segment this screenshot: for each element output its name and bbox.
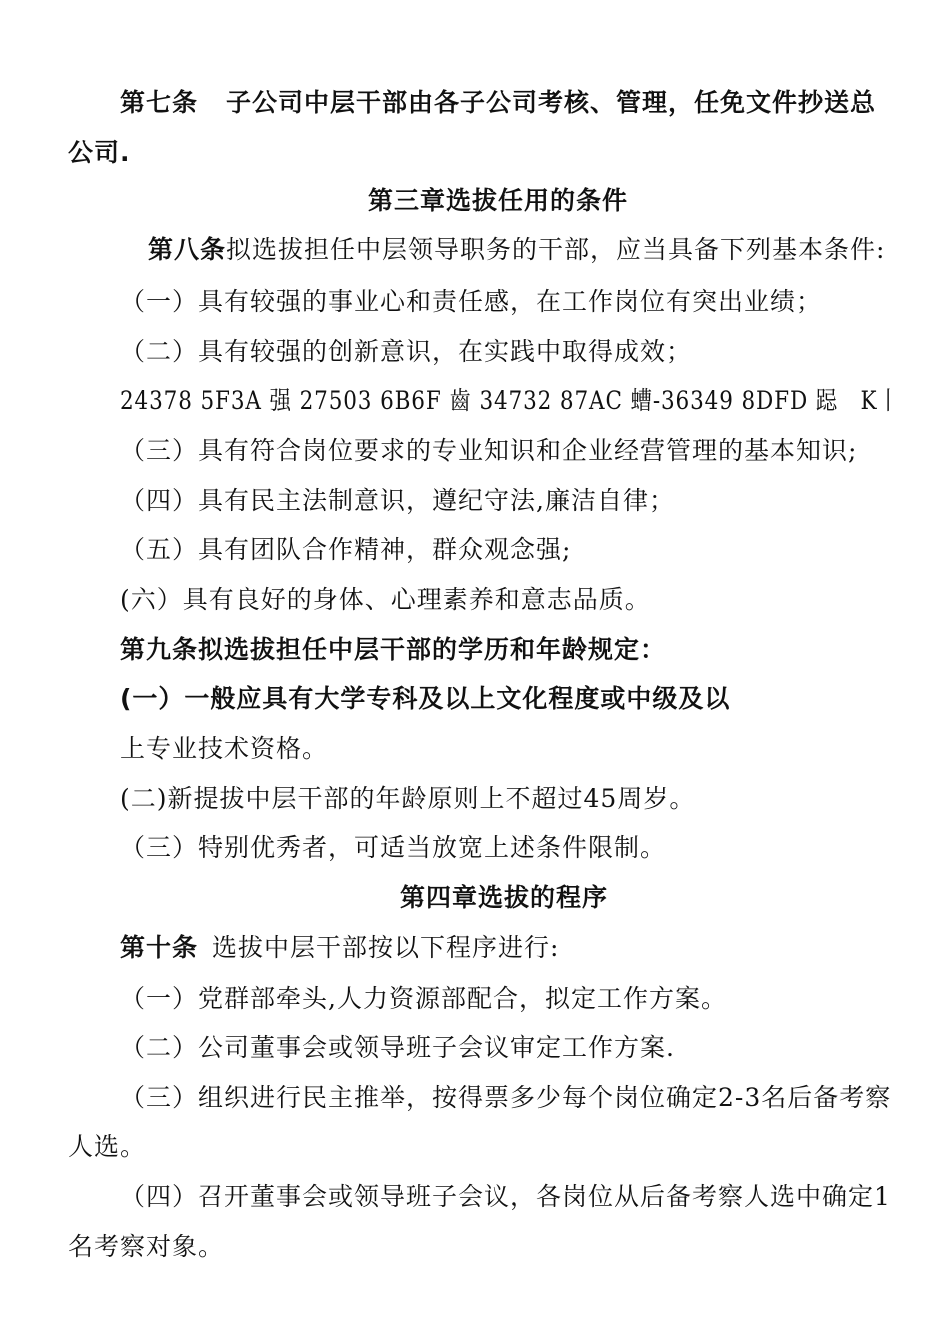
article-8-item-6: (六）具有良好的身体、心理素养和意志品质。 <box>120 585 651 614</box>
article-8-line <box>148 233 885 267</box>
article-8-item-1: （一）具有较强的事业心和责任感，在工作岗位有突出业绩； <box>120 287 823 316</box>
article-10-item-3: （三）组织进行民主推举，按得票多少每个岗位确定2-3名后备考察 <box>120 1083 892 1112</box>
article-10-title: 第十条 <box>120 933 199 962</box>
article-7-text: 子公司中层干部由各子公司考核、管理，任免文件抄送总 <box>226 88 877 117</box>
article-7-continuation: 公司. <box>68 138 131 167</box>
chapter-3-heading: 第三章选拔任用的条件 <box>368 186 629 215</box>
article-10-item-4-continuation: 名考察对象。 <box>68 1232 225 1261</box>
chapter-4-heading: 第四章选拔的程序 <box>400 883 609 912</box>
article-9-item-1: (一）一般应具有大学专科及以上文化程度或中级及以 <box>120 684 731 713</box>
article-8-item-4: （四）具有民主法制意识，遵纪守法,廉洁自律； <box>120 486 675 515</box>
article-7-title: 第七条 <box>120 88 199 117</box>
article-9-item-3: （三）特别优秀者，可适当放宽上述条件限制。 <box>120 833 667 862</box>
article-10-item-2: （二）公司董事会或领导班子会议审定工作方案. <box>120 1033 675 1062</box>
article-8-text: 拟选拔担任中层领导职务的干部，应当具备下列基本条件: <box>226 235 886 264</box>
article-8-title: 第八条 <box>148 235 227 264</box>
article-9-heading: 第九条拟选拔担任中层干部的学历和年龄规定： <box>120 635 667 664</box>
article-7-line <box>120 86 876 120</box>
article-10-item-1: （一）党群部牵头,人力资源部配合，拟定工作方案。 <box>120 984 727 1013</box>
article-9-item-2: (二)新提拔中层干部的年龄原则上不超过45周岁。 <box>120 784 696 813</box>
article-10-text: 选拔中层干部按以下程序进行: <box>212 933 560 962</box>
article-8-item-2: （二）具有较强的创新意识，在实践中取得成效； <box>120 337 693 366</box>
article-8-item-3: （三）具有符合岗位要求的专业知识和企业经营管理的基本知识; <box>120 436 858 465</box>
article-10-line <box>120 931 559 965</box>
article-8-item-5: （五）具有团队合作精神，群众观念强; <box>120 535 572 564</box>
article-9-item-1-continuation: 上专业技术资格。 <box>120 734 329 763</box>
garbled-text-line: 24378 5F3A 强 27503 6B6F 齒 34732 87AC 螬-36349 8DFD 跽 K丨 <box>120 386 900 415</box>
article-10-item-4: （四）召开董事会或领导班子会议，各岗位从后备考察人选中确定1 <box>120 1182 891 1211</box>
article-10-item-3-continuation: 人选。 <box>68 1132 147 1161</box>
